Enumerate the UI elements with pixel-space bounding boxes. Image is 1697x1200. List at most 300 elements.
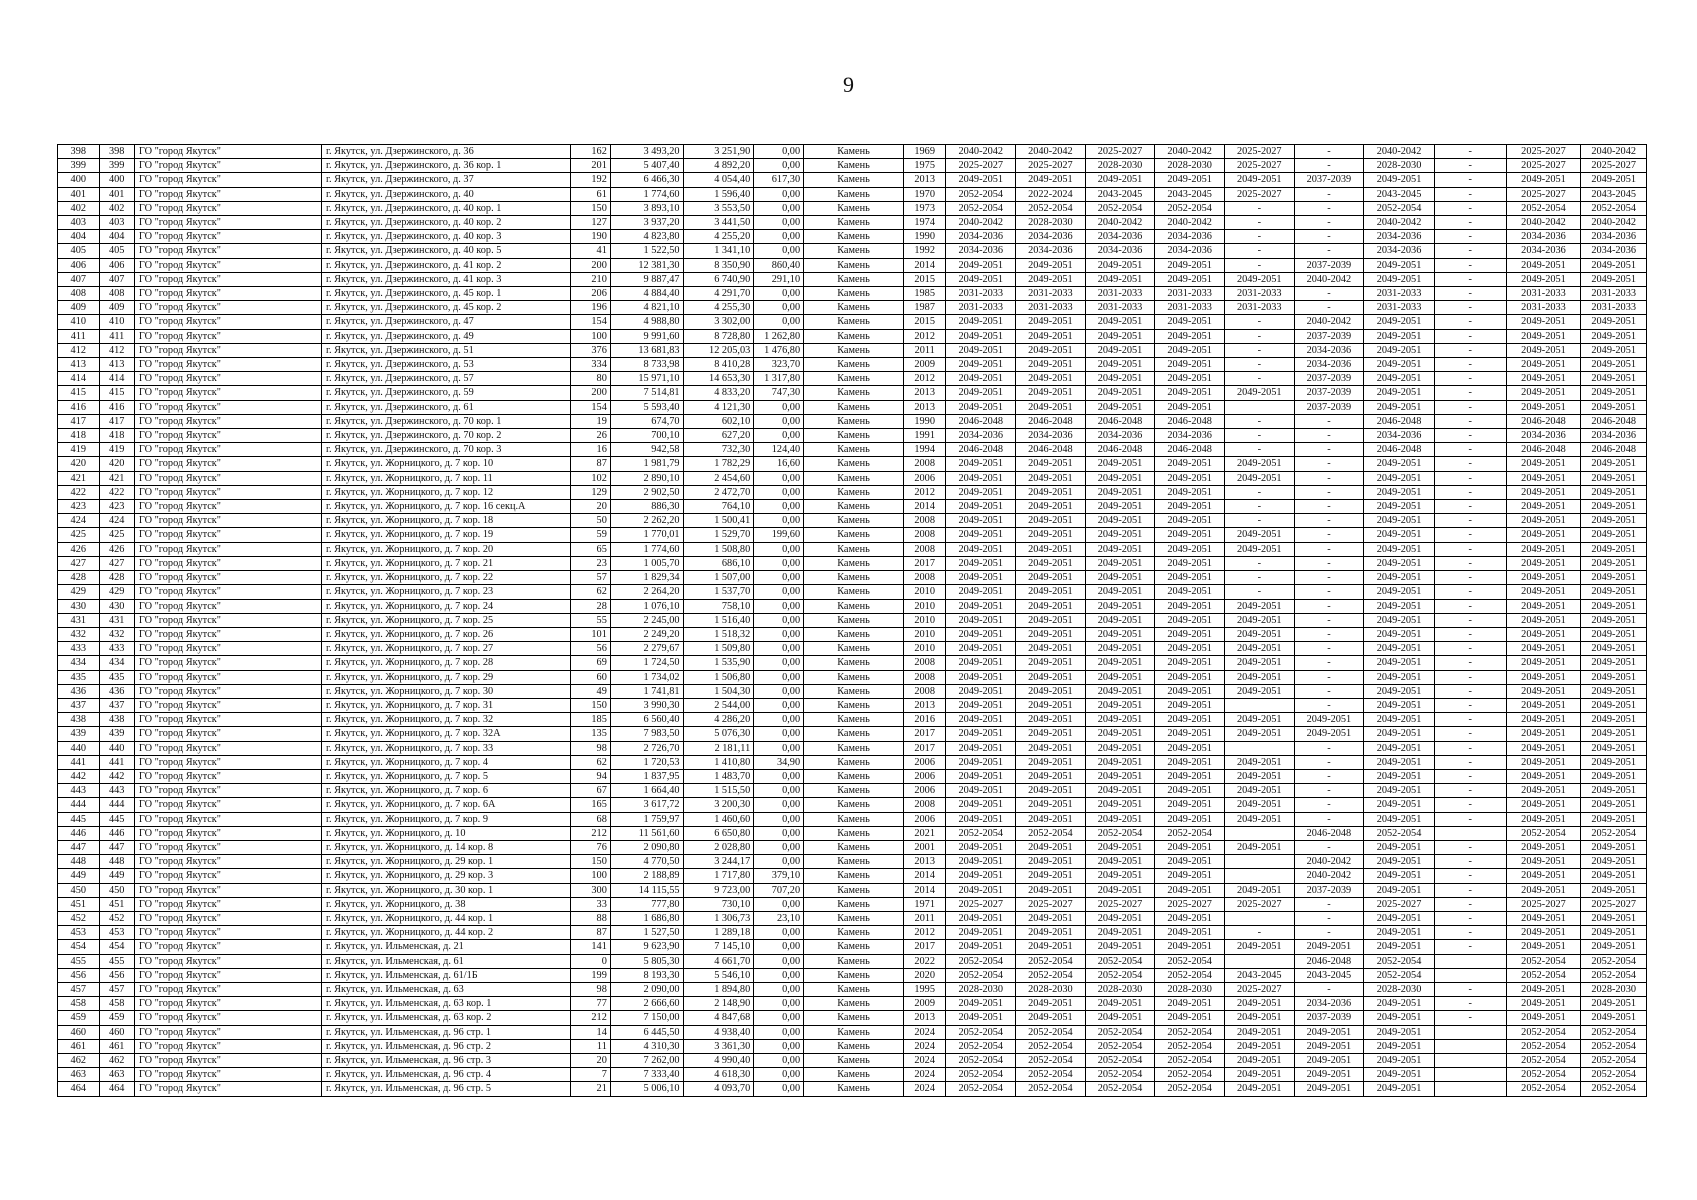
cell-wall-material: Камень [804, 1068, 904, 1082]
cell-period-6: - [1294, 429, 1364, 443]
cell-period-7: 2049-2051 [1364, 755, 1435, 769]
cell-object-number: 420 [99, 457, 134, 471]
cell-period-4: 2049-2051 [1155, 500, 1225, 514]
table-row [58, 258, 1647, 272]
table-row [58, 1054, 1647, 1068]
cell-period-2: 2049-2051 [1016, 727, 1086, 741]
cell-period-2: 2049-2051 [1016, 812, 1086, 826]
cell-period-5: 2025-2027 [1224, 145, 1294, 159]
cell-period-4: 2040-2042 [1155, 145, 1225, 159]
cell-nonresidential-area: 0,00 [754, 287, 804, 301]
cell-period-4: 2049-2051 [1155, 571, 1225, 585]
cell-period-2: 2049-2051 [1016, 343, 1086, 357]
cell-address: г. Якутск, ул. Ильменская, д. 96 стр. 3 [321, 1054, 570, 1068]
cell-residents: 94 [571, 769, 610, 783]
table-row [58, 244, 1647, 258]
cell-nonresidential-area: 0,00 [754, 769, 804, 783]
cell-row-index: 441 [58, 755, 100, 769]
cell-total-area: 1 741,81 [610, 684, 683, 698]
table-row [58, 514, 1647, 528]
cell-address: г. Якутск, ул. Жорницкого, д. 14 кор. 8 [321, 840, 570, 854]
cell-period-6: 2037-2039 [1294, 883, 1364, 897]
cell-period-3: 2049-2051 [1085, 627, 1155, 641]
cell-period-10: 2049-2051 [1581, 1011, 1647, 1025]
cell-build-year: 2017 [903, 556, 946, 570]
cell-period-5: 2049-2051 [1224, 840, 1294, 854]
cell-living-area: 1 509,80 [683, 642, 754, 656]
cell-period-10: 2052-2054 [1581, 1054, 1647, 1068]
cell-total-area: 4 823,80 [610, 230, 683, 244]
cell-address: г. Якутск, ул. Ильменская, д. 96 стр. 5 [321, 1082, 570, 1096]
cell-municipality: ГО "город Якутск" [134, 940, 321, 954]
cell-period-8: - [1434, 769, 1506, 783]
cell-address: г. Якутск, ул. Ильменская, д. 63 кор. 2 [321, 1011, 570, 1025]
cell-row-index: 431 [58, 613, 100, 627]
cell-period-2: 2022-2024 [1016, 187, 1086, 201]
cell-period-9: 2034-2036 [1506, 244, 1581, 258]
cell-period-3: 2052-2054 [1085, 1068, 1155, 1082]
cell-period-8: - [1434, 386, 1506, 400]
cell-period-9: 2046-2048 [1506, 414, 1581, 428]
cell-period-9: 2049-2051 [1506, 173, 1581, 187]
cell-period-9: 2049-2051 [1506, 997, 1581, 1011]
cell-living-area: 1 894,80 [683, 982, 754, 996]
cell-nonresidential-area: 0,00 [754, 1054, 804, 1068]
cell-period-9: 2049-2051 [1506, 698, 1581, 712]
cell-residents: 162 [571, 145, 610, 159]
cell-living-area: 4 093,70 [683, 1082, 754, 1096]
cell-total-area: 8 733,98 [610, 358, 683, 372]
cell-period-6: 2037-2039 [1294, 386, 1364, 400]
cell-build-year: 2012 [903, 329, 946, 343]
cell-period-7: 2034-2036 [1364, 244, 1435, 258]
cell-period-4: 2049-2051 [1155, 613, 1225, 627]
cell-period-10: 2049-2051 [1581, 372, 1647, 386]
cell-address: г. Якутск, ул. Жорницкого, д. 7 кор. 28 [321, 656, 570, 670]
cell-period-4: 2052-2054 [1155, 1068, 1225, 1082]
cell-build-year: 2006 [903, 812, 946, 826]
cell-build-year: 2021 [903, 826, 946, 840]
table-row [58, 443, 1647, 457]
cell-period-1: 2049-2051 [946, 741, 1016, 755]
cell-period-8: - [1434, 244, 1506, 258]
cell-total-area: 6 466,30 [610, 173, 683, 187]
cell-period-10: 2025-2027 [1581, 897, 1647, 911]
cell-living-area: 4 291,70 [683, 287, 754, 301]
cell-total-area: 8 193,30 [610, 968, 683, 982]
cell-total-area: 1 981,79 [610, 457, 683, 471]
cell-period-9: 2052-2054 [1506, 968, 1581, 982]
cell-period-5: - [1224, 315, 1294, 329]
cell-address: г. Якутск, ул. Ильменская, д. 61 [321, 954, 570, 968]
cell-period-6: - [1294, 769, 1364, 783]
cell-object-number: 411 [99, 329, 134, 343]
cell-period-6: 2037-2039 [1294, 329, 1364, 343]
cell-period-9: 2049-2051 [1506, 258, 1581, 272]
cell-wall-material: Камень [804, 400, 904, 414]
cell-residents: 16 [571, 443, 610, 457]
cell-period-6: 2049-2051 [1294, 1068, 1364, 1082]
cell-row-index: 429 [58, 585, 100, 599]
cell-period-6: - [1294, 485, 1364, 499]
cell-row-index: 402 [58, 201, 100, 215]
table-row [58, 713, 1647, 727]
cell-row-index: 454 [58, 940, 100, 954]
cell-row-index: 455 [58, 954, 100, 968]
cell-period-7: 2049-2051 [1364, 926, 1435, 940]
cell-period-2: 2049-2051 [1016, 627, 1086, 641]
cell-period-8 [1434, 1068, 1506, 1082]
cell-residents: 87 [571, 926, 610, 940]
cell-row-index: 432 [58, 627, 100, 641]
cell-address: г. Якутск, ул. Дзержинского, д. 51 [321, 343, 570, 357]
cell-period-3: 2049-2051 [1085, 471, 1155, 485]
cell-period-1: 2052-2054 [946, 1082, 1016, 1096]
table-row [58, 230, 1647, 244]
cell-object-number: 451 [99, 897, 134, 911]
cell-residents: 41 [571, 244, 610, 258]
cell-period-7: 2049-2051 [1364, 883, 1435, 897]
cell-object-number: 464 [99, 1082, 134, 1096]
cell-period-2: 2052-2054 [1016, 954, 1086, 968]
cell-residents: 154 [571, 315, 610, 329]
cell-period-9: 2049-2051 [1506, 869, 1581, 883]
cell-period-4: 2049-2051 [1155, 911, 1225, 925]
cell-residents: 150 [571, 698, 610, 712]
cell-period-6: - [1294, 911, 1364, 925]
cell-residents: 49 [571, 684, 610, 698]
cell-living-area: 4 286,20 [683, 713, 754, 727]
cell-total-area: 1 759,97 [610, 812, 683, 826]
cell-period-8: - [1434, 230, 1506, 244]
cell-period-9: 2049-2051 [1506, 812, 1581, 826]
cell-period-9: 2049-2051 [1506, 798, 1581, 812]
cell-municipality: ГО "город Якутск" [134, 855, 321, 869]
cell-period-3: 2049-2051 [1085, 372, 1155, 386]
table-row [58, 812, 1647, 826]
cell-row-index: 453 [58, 926, 100, 940]
cell-period-3: 2049-2051 [1085, 528, 1155, 542]
table-row [58, 1068, 1647, 1082]
table-row [58, 429, 1647, 443]
cell-nonresidential-area: 0,00 [754, 784, 804, 798]
cell-total-area: 7 514,81 [610, 386, 683, 400]
cell-period-3: 2049-2051 [1085, 812, 1155, 826]
cell-address: г. Якутск, ул. Жорницкого, д. 7 кор. 19 [321, 528, 570, 542]
cell-period-3: 2049-2051 [1085, 911, 1155, 925]
cell-living-area: 1 500,41 [683, 514, 754, 528]
cell-period-7: 2049-2051 [1364, 784, 1435, 798]
table-row [58, 287, 1647, 301]
cell-period-8: - [1434, 443, 1506, 457]
cell-build-year: 2013 [903, 698, 946, 712]
cell-period-7: 2046-2048 [1364, 443, 1435, 457]
cell-period-2: 2049-2051 [1016, 926, 1086, 940]
cell-period-1: 2049-2051 [946, 173, 1016, 187]
cell-living-area: 1 717,80 [683, 869, 754, 883]
cell-build-year: 2024 [903, 1054, 946, 1068]
cell-period-1: 2052-2054 [946, 187, 1016, 201]
cell-period-10: 2049-2051 [1581, 784, 1647, 798]
cell-row-index: 448 [58, 855, 100, 869]
cell-row-index: 450 [58, 883, 100, 897]
cell-build-year: 2008 [903, 514, 946, 528]
cell-build-year: 2013 [903, 173, 946, 187]
cell-period-2: 2049-2051 [1016, 911, 1086, 925]
cell-address: г. Якутск, ул. Дзержинского, д. 70 кор. 1 [321, 414, 570, 428]
cell-living-area: 3 244,17 [683, 855, 754, 869]
cell-period-5: - [1224, 571, 1294, 585]
cell-period-6: 2040-2042 [1294, 855, 1364, 869]
cell-object-number: 399 [99, 159, 134, 173]
cell-period-9: 2052-2054 [1506, 1025, 1581, 1039]
cell-wall-material: Камень [804, 301, 904, 315]
cell-row-index: 436 [58, 684, 100, 698]
cell-period-4: 2052-2054 [1155, 1054, 1225, 1068]
table-row [58, 542, 1647, 556]
cell-period-5: - [1224, 244, 1294, 258]
cell-address: г. Якутск, ул. Жорницкого, д. 7 кор. 29 [321, 670, 570, 684]
cell-period-5: 2043-2045 [1224, 968, 1294, 982]
cell-period-9: 2052-2054 [1506, 1068, 1581, 1082]
cell-wall-material: Камень [804, 826, 904, 840]
cell-period-8: - [1434, 897, 1506, 911]
cell-nonresidential-area: 0,00 [754, 500, 804, 514]
cell-period-4: 2049-2051 [1155, 926, 1225, 940]
cell-period-8: - [1434, 528, 1506, 542]
cell-nonresidential-area: 0,00 [754, 187, 804, 201]
cell-period-2: 2049-2051 [1016, 542, 1086, 556]
cell-row-index: 440 [58, 741, 100, 755]
cell-period-5 [1224, 911, 1294, 925]
table-row [58, 301, 1647, 315]
cell-period-1: 2034-2036 [946, 429, 1016, 443]
cell-period-3: 2049-2051 [1085, 670, 1155, 684]
cell-period-6: 2049-2051 [1294, 940, 1364, 954]
cell-total-area: 6 445,50 [610, 1025, 683, 1039]
cell-period-2: 2049-2051 [1016, 173, 1086, 187]
cell-municipality: ГО "город Якутск" [134, 713, 321, 727]
cell-nonresidential-area: 0,00 [754, 997, 804, 1011]
cell-period-6: - [1294, 528, 1364, 542]
cell-period-2: 2049-2051 [1016, 670, 1086, 684]
cell-period-2: 2049-2051 [1016, 471, 1086, 485]
cell-period-5: - [1224, 500, 1294, 514]
cell-nonresidential-area: 0,00 [754, 940, 804, 954]
cell-wall-material: Камень [804, 1054, 904, 1068]
cell-residents: 210 [571, 272, 610, 286]
cell-period-6: - [1294, 599, 1364, 613]
cell-period-4: 2052-2054 [1155, 1039, 1225, 1053]
cell-period-6: - [1294, 230, 1364, 244]
table-row [58, 684, 1647, 698]
cell-period-8: - [1434, 457, 1506, 471]
cell-period-1: 2025-2027 [946, 897, 1016, 911]
cell-period-9: 2049-2051 [1506, 343, 1581, 357]
cell-period-8: - [1434, 343, 1506, 357]
cell-residents: 55 [571, 613, 610, 627]
cell-row-index: 415 [58, 386, 100, 400]
cell-build-year: 2008 [903, 542, 946, 556]
cell-address: г. Якутск, ул. Жорницкого, д. 7 кор. 5 [321, 769, 570, 783]
cell-period-5: 2049-2051 [1224, 670, 1294, 684]
cell-period-7: 2049-2051 [1364, 358, 1435, 372]
cell-row-index: 420 [58, 457, 100, 471]
cell-period-5: - [1224, 216, 1294, 230]
cell-wall-material: Камень [804, 713, 904, 727]
cell-period-4: 2046-2048 [1155, 414, 1225, 428]
cell-period-4: 2046-2048 [1155, 443, 1225, 457]
cell-period-1: 2049-2051 [946, 911, 1016, 925]
table-row [58, 954, 1647, 968]
cell-period-6: - [1294, 414, 1364, 428]
table-row [58, 727, 1647, 741]
cell-period-10: 2049-2051 [1581, 599, 1647, 613]
cell-object-number: 408 [99, 287, 134, 301]
cell-total-area: 2 666,60 [610, 997, 683, 1011]
cell-address: г. Якутск, ул. Жорницкого, д. 7 кор. 11 [321, 471, 570, 485]
cell-row-index: 422 [58, 485, 100, 499]
cell-period-1: 2049-2051 [946, 769, 1016, 783]
cell-period-2: 2049-2051 [1016, 613, 1086, 627]
cell-nonresidential-area: 0,00 [754, 471, 804, 485]
cell-address: г. Якутск, ул. Дзержинского, д. 36 кор. 1 [321, 159, 570, 173]
cell-period-7: 2049-2051 [1364, 329, 1435, 343]
cell-row-index: 403 [58, 216, 100, 230]
cell-total-area: 4 821,10 [610, 301, 683, 315]
cell-period-2: 2049-2051 [1016, 485, 1086, 499]
cell-build-year: 2017 [903, 940, 946, 954]
cell-municipality: ГО "город Якутск" [134, 429, 321, 443]
cell-row-index: 449 [58, 869, 100, 883]
cell-residents: 67 [571, 784, 610, 798]
cell-period-1: 2049-2051 [946, 727, 1016, 741]
cell-period-9: 2049-2051 [1506, 656, 1581, 670]
cell-build-year: 2008 [903, 528, 946, 542]
cell-row-index: 446 [58, 826, 100, 840]
cell-period-6: - [1294, 301, 1364, 315]
cell-address: г. Якутск, ул. Ильменская, д. 61/1Б [321, 968, 570, 982]
cell-period-9: 2049-2051 [1506, 471, 1581, 485]
cell-period-9: 2049-2051 [1506, 769, 1581, 783]
cell-period-6: 2049-2051 [1294, 1039, 1364, 1053]
cell-period-3: 2049-2051 [1085, 258, 1155, 272]
cell-residents: 28 [571, 599, 610, 613]
cell-period-9: 2049-2051 [1506, 514, 1581, 528]
table-body [58, 145, 1647, 1097]
cell-wall-material: Камень [804, 145, 904, 159]
cell-total-area: 3 990,30 [610, 698, 683, 712]
cell-address: г. Якутск, ул. Дзержинского, д. 40 кор. 5 [321, 244, 570, 258]
cell-period-3: 2049-2051 [1085, 926, 1155, 940]
cell-build-year: 2011 [903, 343, 946, 357]
cell-period-5: 2049-2051 [1224, 542, 1294, 556]
cell-period-9: 2025-2027 [1506, 145, 1581, 159]
cell-municipality: ГО "город Якутск" [134, 769, 321, 783]
cell-build-year: 2024 [903, 1068, 946, 1082]
cell-period-1: 2049-2051 [946, 855, 1016, 869]
cell-period-1: 2049-2051 [946, 642, 1016, 656]
cell-nonresidential-area: 0,00 [754, 244, 804, 258]
cell-row-index: 418 [58, 429, 100, 443]
cell-wall-material: Камень [804, 1011, 904, 1025]
cell-period-5: 2049-2051 [1224, 1039, 1294, 1053]
cell-living-area: 7 145,10 [683, 940, 754, 954]
cell-address: г. Якутск, ул. Жорницкого, д. 7 кор. 24 [321, 599, 570, 613]
cell-period-10: 2052-2054 [1581, 968, 1647, 982]
cell-build-year: 2010 [903, 599, 946, 613]
cell-period-3: 2049-2051 [1085, 585, 1155, 599]
cell-residents: 200 [571, 258, 610, 272]
cell-build-year: 2009 [903, 997, 946, 1011]
cell-period-9: 2049-2051 [1506, 542, 1581, 556]
cell-residents: 150 [571, 855, 610, 869]
cell-period-7: 2052-2054 [1364, 968, 1435, 982]
cell-period-10: 2049-2051 [1581, 514, 1647, 528]
cell-period-2: 2025-2027 [1016, 159, 1086, 173]
cell-wall-material: Камень [804, 1025, 904, 1039]
cell-living-area: 764,10 [683, 500, 754, 514]
cell-build-year: 2014 [903, 883, 946, 897]
cell-period-5: - [1224, 556, 1294, 570]
cell-period-8: - [1434, 258, 1506, 272]
cell-residents: 62 [571, 585, 610, 599]
cell-total-area: 1 770,01 [610, 528, 683, 542]
table-row [58, 798, 1647, 812]
cell-municipality: ГО "город Якутск" [134, 982, 321, 996]
cell-nonresidential-area: 0,00 [754, 414, 804, 428]
cell-period-9: 2049-2051 [1506, 457, 1581, 471]
cell-wall-material: Камень [804, 216, 904, 230]
cell-residents: 190 [571, 230, 610, 244]
cell-period-9: 2049-2051 [1506, 727, 1581, 741]
cell-living-area: 602,10 [683, 414, 754, 428]
cell-period-6: - [1294, 443, 1364, 457]
cell-period-2: 2049-2051 [1016, 713, 1086, 727]
cell-period-4: 2049-2051 [1155, 329, 1225, 343]
cell-address: г. Якутск, ул. Жорницкого, д. 7 кор. 6 [321, 784, 570, 798]
cell-living-area: 1 341,10 [683, 244, 754, 258]
cell-total-area: 4 770,50 [610, 855, 683, 869]
cell-period-7: 2049-2051 [1364, 471, 1435, 485]
cell-address: г. Якутск, ул. Дзержинского, д. 37 [321, 173, 570, 187]
cell-residents: 192 [571, 173, 610, 187]
cell-address: г. Якутск, ул. Жорницкого, д. 7 кор. 33 [321, 741, 570, 755]
cell-period-2: 2028-2030 [1016, 216, 1086, 230]
cell-residents: 20 [571, 1054, 610, 1068]
cell-period-5: 2049-2051 [1224, 613, 1294, 627]
cell-period-3: 2049-2051 [1085, 485, 1155, 499]
cell-object-number: 443 [99, 784, 134, 798]
cell-period-6: 2037-2039 [1294, 173, 1364, 187]
cell-living-area: 3 441,50 [683, 216, 754, 230]
cell-row-index: 458 [58, 997, 100, 1011]
cell-municipality: ГО "город Якутск" [134, 173, 321, 187]
cell-row-index: 416 [58, 400, 100, 414]
cell-address: г. Якутск, ул. Жорницкого, д. 7 кор. 25 [321, 613, 570, 627]
cell-nonresidential-area: 323,70 [754, 358, 804, 372]
cell-period-3: 2049-2051 [1085, 173, 1155, 187]
cell-period-4: 2049-2051 [1155, 627, 1225, 641]
cell-build-year: 2014 [903, 500, 946, 514]
table-row [58, 869, 1647, 883]
cell-period-10: 2052-2054 [1581, 1082, 1647, 1096]
cell-build-year: 1973 [903, 201, 946, 215]
cell-period-1: 2049-2051 [946, 713, 1016, 727]
cell-period-8: - [1434, 698, 1506, 712]
cell-period-8: - [1434, 684, 1506, 698]
cell-build-year: 1970 [903, 187, 946, 201]
